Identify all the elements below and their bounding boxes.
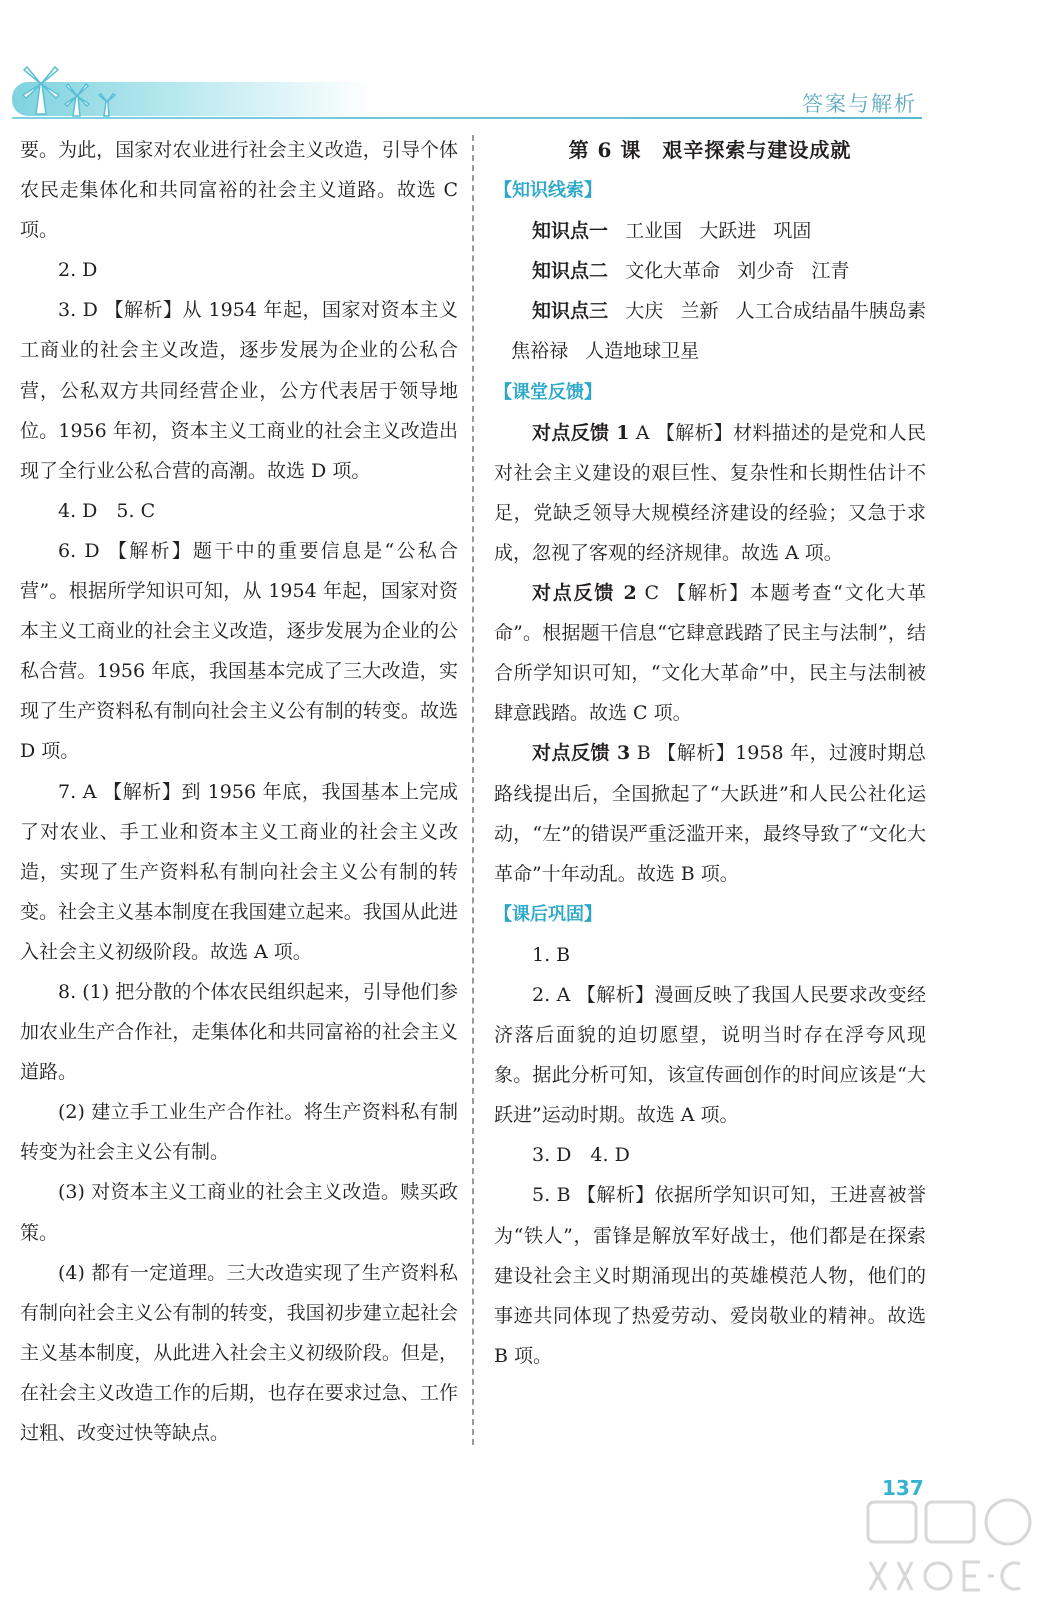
kp3-term: 焦裕禄 — [511, 340, 569, 363]
page-number: 137 — [882, 1476, 924, 1500]
section-feedback — [494, 372, 926, 413]
section-tag-consolidation: 【课后巩固】 — [494, 903, 602, 925]
kp1-label: 知识点一 — [532, 220, 609, 243]
right-column — [494, 130, 926, 1376]
kp3-term: 人造地球卫星 — [585, 340, 700, 363]
answer-6: 6. D 【解析】题干中的重要信息是“公私合营”。根据所学知识可知，从 1954 年起，国家对资本主义工商业的社会主义改造，逐步发展为企业的公私合营。1956 年底，我国基本完成了三大改造，实现了生产资料私有制向社会主义公有制的转变。故选 D 项。 — [20, 539, 458, 763]
header-rule — [12, 117, 922, 119]
answer-8-1: 8. (1) 把分散的个体农民组织起来，引导他们参加农业生产合作社，走集体化和共同富裕的社会主义道路。 — [20, 980, 458, 1084]
consolidation-5: 5. B 【解析】依据所学知识可知，王进喜被誉为“铁人”，雷锋是解放军好战士，他们都是在探索建设社会主义时期涌现出的英雄模范人物，他们的事迹共同体现了热爱劳动、爱岗敬业的精神。故选 B 项。 — [494, 1184, 926, 1367]
knowledge-point-2 — [494, 251, 926, 291]
knowledge-point-3 — [494, 291, 926, 371]
section-knowledge — [494, 170, 926, 211]
feedback-3-label: 对点反馈 3 — [532, 742, 631, 765]
kp2-term: 文化大革命 — [625, 260, 721, 283]
left-column — [20, 130, 458, 1453]
kp1-term: 巩固 — [773, 220, 812, 243]
consolidation-1: 1. B — [532, 943, 571, 966]
kp3-term: 人工合成结晶牛胰岛素 — [735, 300, 926, 323]
answer-4-5: 4. D 5. C — [58, 499, 156, 522]
answer-2: 2. D — [58, 259, 98, 282]
kp2-term: 刘少奇 — [737, 260, 795, 283]
kp2-label: 知识点二 — [532, 260, 609, 283]
header-title: 答案与解析 — [802, 92, 917, 116]
kp3-label: 知识点三 — [532, 300, 609, 323]
feedback-2-text: C 【解析】本题考查“文化大革命”。根据题干信息“它肆意践踏了民主与法制”，结合所学知识可知，“文化大革命”中，民主与法制被肆意践踏。故选 C 项。 — [494, 582, 926, 725]
answer-7: 7. A 【解析】到 1956 年底，我国基本上完成了对农业、手工业和资本主义工商业的社会主义改造，实现了生产资料私有制向社会主义公有制的转变。社会主义基本制度在我国建立起来。我国从此进入社会主义初级阶段。故选 A 项。 — [20, 780, 458, 963]
knowledge-point-1 — [494, 211, 926, 251]
feedback-1-label: 对点反馈 1 — [532, 421, 630, 444]
lesson-title: 第 6 课 艰辛探索与建设成就 — [568, 138, 852, 162]
section-tag-feedback: 【课堂反馈】 — [494, 381, 602, 403]
feedback-3 — [494, 733, 926, 893]
page-header — [0, 0, 1053, 125]
answer-8-4: (4) 都有一定道理。三大改造实现了生产资料私有制向社会主义公有制的转变，我国初步建立起社会主义基本制度，从此进入社会主义初级阶段。但是，在社会主义改造工作的后期，也存在要求过急、工作过粗、改变过快等缺点。 — [20, 1261, 458, 1444]
kp1-term: 大跃进 — [699, 220, 757, 243]
kp3-term: 大庆 — [625, 300, 664, 323]
feedback-3-text: B 【解析】1958 年，过渡时期总路线提出后，全国掀起了“大跃进”和人民公社化运动，“左”的错误严重泛滥开来，最终导致了“文化大革命”十年动乱。故选 B 项。 — [494, 742, 926, 885]
kp2-term: 江青 — [811, 260, 850, 283]
kp1-term: 工业国 — [625, 220, 683, 243]
answer-3: 3. D 【解析】从 1954 年起，国家对资本主义工商业的社会主义改造，逐步发展为企业的公私合营，公私双方共同经营企业，公方代表居于领导地位。1956 年初，资本主义工商业的社会主义改造出现了全行业公私合营的高潮。故选 D 项。 — [20, 299, 458, 482]
answer-8-3: (3) 对资本主义工商业的社会主义改造。赎买政策。 — [20, 1181, 458, 1244]
answer-8-2: (2) 建立手工业生产合作社。将生产资料私有制转变为社会主义公有制。 — [20, 1101, 458, 1164]
section-consolidation — [494, 894, 926, 935]
feedback-2-label: 对点反馈 2 — [532, 582, 637, 605]
watermark-logo-icon — [860, 1492, 1050, 1598]
feedback-1-text: A 【解析】材料描述的是党和人民对社会主义建设的艰巨性、复杂性和长期性估计不足，党缺乏领导大规模经济建设的经验；又急于求成，忽视了客观的经济规律。故选 A 项。 — [494, 421, 926, 564]
kp3-term: 兰新 — [680, 300, 719, 323]
consolidation-3-4: 3. D 4. D — [532, 1144, 630, 1167]
feedback-1 — [494, 413, 926, 573]
windmill-icon — [14, 64, 124, 120]
section-tag-knowledge: 【知识线索】 — [494, 180, 602, 202]
consolidation-2: 2. A 【解析】漫画反映了我国人民要求改变经济落后面貌的迫切愿望，说明当时存在浮夸风现象。据此分析可知，该宣传画创作的时间应该是“大跃进”运动时期。故选 A 项。 — [494, 983, 926, 1127]
answer-paragraph: 要。为此，国家对农业进行社会主义改造，引导个体农民走集体化和共同富裕的社会主义道路。故选 C 项。 — [20, 139, 458, 242]
column-divider — [472, 135, 474, 1445]
feedback-2 — [494, 573, 926, 733]
